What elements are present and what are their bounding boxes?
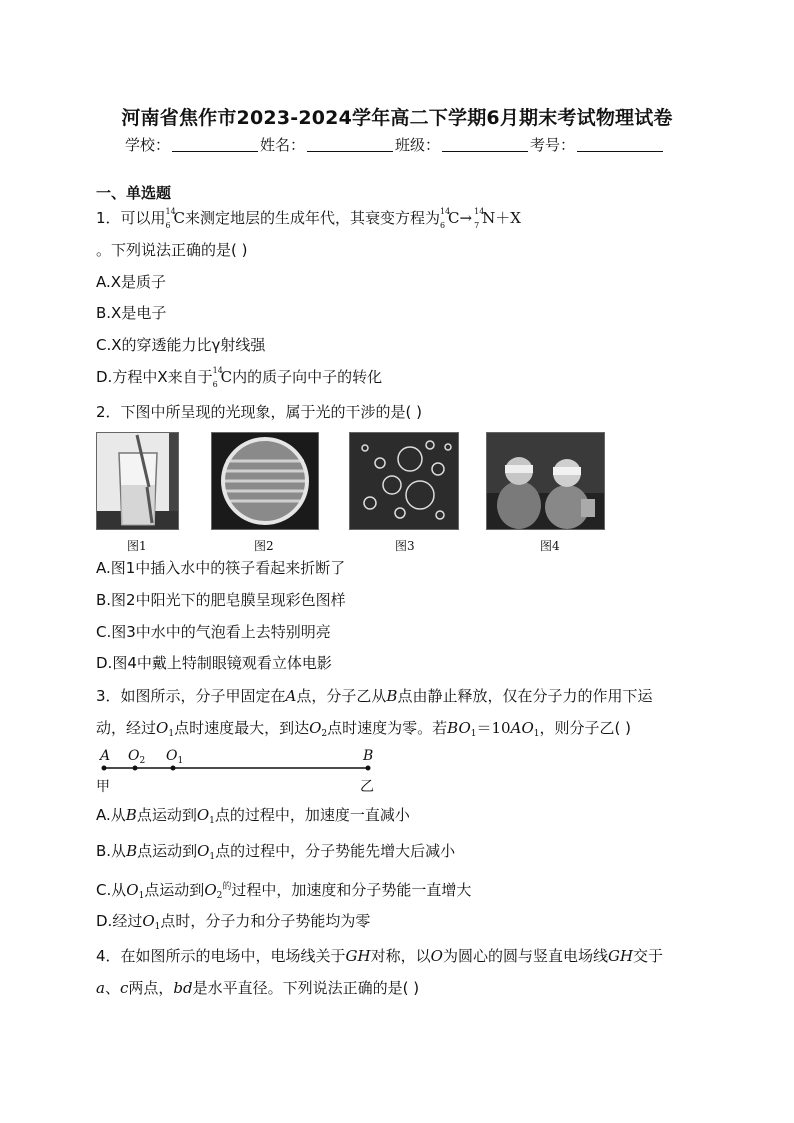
- school-label: 学校：: [125, 136, 171, 154]
- student-info: [125, 134, 665, 155]
- q4-stem-line1: 4．在如图所示的电场中，电场线关于GH对称，以O为圆心的圆与竖直电场线GH交于: [96, 947, 664, 965]
- q1-option-a[interactable]: A.X是质子: [96, 273, 167, 291]
- q4-stem-line2: a、c两点，bd是水平直径。下列说法正确的是( ): [96, 979, 420, 997]
- q3-option-d[interactable]: D.经过$O_1$点时，分子力和分子势能均为零: [96, 912, 371, 932]
- figure-1-caption: 图1: [127, 539, 147, 553]
- nuclide-n14: 14 7 N＋X: [474, 207, 521, 230]
- q2-option-c[interactable]: C.图3中水中的气泡看上去特别明亮: [96, 623, 331, 641]
- page-title: 河南省焦作市2023-2024学年高二下学期6月期末考试物理试卷: [121, 107, 673, 129]
- number-label: 考号：: [530, 136, 576, 154]
- section-heading: 一、单选题: [96, 184, 172, 202]
- figure-1-image: [96, 432, 179, 530]
- q3-option-c[interactable]: C.从$O_1$点运动到$O_2^的$过程中，加速度和分子势能一直增大: [96, 881, 472, 901]
- nuclide-c14-eq: 14 6 C: [440, 207, 460, 230]
- figure-2-image: [211, 432, 319, 530]
- q1-stem-line2: 。下列说法正确的是( ): [96, 241, 248, 259]
- nuclide-c14: 14 6 C: [165, 207, 186, 230]
- label-jia: 甲: [96, 779, 110, 795]
- point-a-dot: [102, 766, 107, 771]
- label-b: B: [363, 748, 374, 764]
- point-o1-dot: [171, 766, 176, 771]
- q3-option-b[interactable]: B.从B点运动到$O_1$点的过程中，分子势能先增大后减小: [96, 842, 456, 862]
- name-label: 姓名：: [260, 136, 306, 154]
- name-blank[interactable]: [307, 137, 393, 152]
- figure-3-caption: 图3: [395, 539, 415, 553]
- point-b-dot: [366, 766, 371, 771]
- q2-option-a[interactable]: A.图1中插入水中的筷子看起来折断了: [96, 559, 346, 577]
- q3-stem-line2: 动，经过$O_1$点时速度最大，到达$O_2$点时速度为零。若$BO_1=10AO_1$，则分子乙( ): [96, 719, 631, 739]
- school-blank[interactable]: [172, 137, 258, 152]
- label-o1: $O_1$: [166, 748, 184, 766]
- q1-stem: 1．可以用 14 6 C来测定地层的生成年代，其衰变方程为 14 6 C→ 14 7 N＋X: [96, 207, 521, 230]
- class-blank[interactable]: [442, 137, 528, 152]
- class-label: 班级：: [395, 136, 441, 154]
- q1-option-c[interactable]: C.X的穿透能力比γ射线强: [96, 336, 266, 354]
- figure-4-caption: 图4: [540, 539, 560, 553]
- figure-3-image: [349, 432, 459, 530]
- label-a: A: [100, 748, 111, 764]
- label-o2: $O_2$: [128, 748, 146, 766]
- q1-option-b[interactable]: B.X是电子: [96, 304, 167, 322]
- q2-option-d[interactable]: D.图4中戴上特制眼镜观看立体电影: [96, 654, 332, 672]
- arrow: →: [459, 209, 473, 227]
- q2-stem: 2．下图中所呈现的光现象，属于光的干涉的是( ): [96, 403, 423, 421]
- q2-option-b[interactable]: B.图2中阳光下的肥皂膜呈现彩色图样: [96, 591, 346, 609]
- point-o2-dot: [133, 766, 138, 771]
- q3-stem-line1: 3．如图所示，分子甲固定在A点，分子乙从B点由静止释放，仅在分子力的作用下运: [96, 687, 653, 705]
- figure-4-image: [486, 432, 605, 530]
- number-blank[interactable]: [577, 137, 663, 152]
- q1-option-d[interactable]: D.方程中X来自于 14 6 C内的质子向中子的转化: [96, 366, 383, 389]
- q3-option-a[interactable]: A.从B点运动到$O_1$点的过程中，加速度一直减小: [96, 806, 410, 826]
- label-yi: 乙: [360, 779, 374, 795]
- q3-diagram: [96, 748, 386, 796]
- figure-2-caption: 图2: [254, 539, 274, 553]
